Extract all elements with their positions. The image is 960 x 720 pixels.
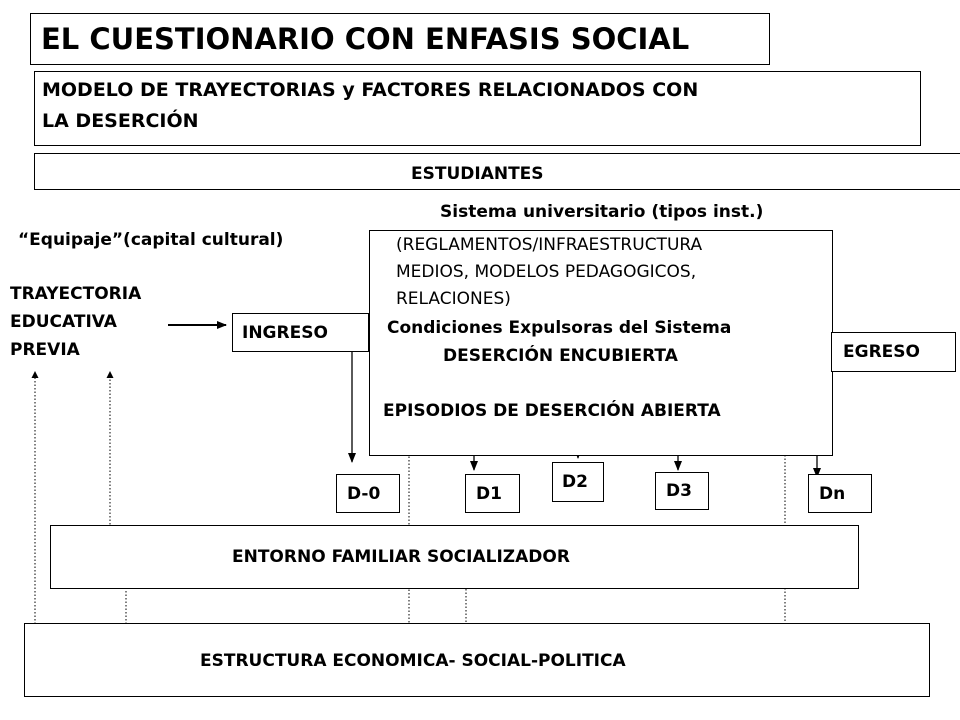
subtitle-line-1: MODELO DE TRAYECTORIAS y FACTORES RELACIONADOS CON — [42, 79, 699, 101]
dropout-box-d1 — [465, 474, 520, 513]
page-title: EL CUESTIONARIO CON ENFASIS SOCIAL — [41, 22, 690, 56]
dropout-label-d1: D1 — [476, 484, 502, 504]
ingreso-label: INGRESO — [242, 323, 328, 343]
dropout-label-d2: D2 — [562, 472, 588, 492]
system-line-3: RELACIONES) — [396, 289, 511, 309]
system-line-2: MEDIOS, MODELOS PEDAGOGICOS, — [396, 262, 697, 282]
egreso-label: EGRESO — [843, 342, 920, 362]
dropout-box-d0 — [336, 474, 400, 513]
trajectory-line-3: PREVIA — [10, 340, 80, 360]
dropout-box-d3 — [655, 472, 709, 510]
dropout-box-dn — [808, 474, 872, 513]
subtitle-line-2: LA DESERCIÓN — [42, 110, 199, 132]
open-dropout-label: EPISODIOS DE DESERCIÓN ABIERTA — [383, 401, 721, 421]
trajectory-line-1: TRAYECTORIA — [10, 284, 142, 304]
economic-structure-box — [24, 623, 930, 697]
family-environment-label: ENTORNO FAMILIAR SOCIALIZADOR — [232, 547, 570, 567]
subtitle-box — [34, 71, 921, 146]
students-label: ESTUDIANTES — [411, 164, 544, 184]
title-box — [30, 13, 770, 65]
dropout-label-dn: Dn — [819, 484, 846, 504]
hidden-dropout-label: DESERCIÓN ENCUBIERTA — [443, 346, 678, 366]
economic-structure-label: ESTRUCTURA ECONOMICA- SOCIAL-POLITICA — [200, 651, 626, 671]
dropout-box-d2 — [552, 462, 604, 502]
system-line-1: (REGLAMENTOS/INFRAESTRUCTURA — [396, 235, 703, 255]
dropout-label-d0: D-0 — [347, 484, 381, 504]
dropout-label-d3: D3 — [666, 481, 692, 501]
ingreso-box — [232, 313, 369, 352]
system-label: Sistema universitario (tipos inst.) — [440, 202, 764, 222]
egreso-box — [831, 332, 956, 372]
expel-conditions-label: Condiciones Expulsoras del Sistema — [387, 318, 732, 338]
trajectory-line-2: EDUCATIVA — [10, 312, 117, 332]
family-environment-box — [50, 525, 859, 589]
baggage-label: “Equipaje”(capital cultural) — [18, 230, 284, 250]
